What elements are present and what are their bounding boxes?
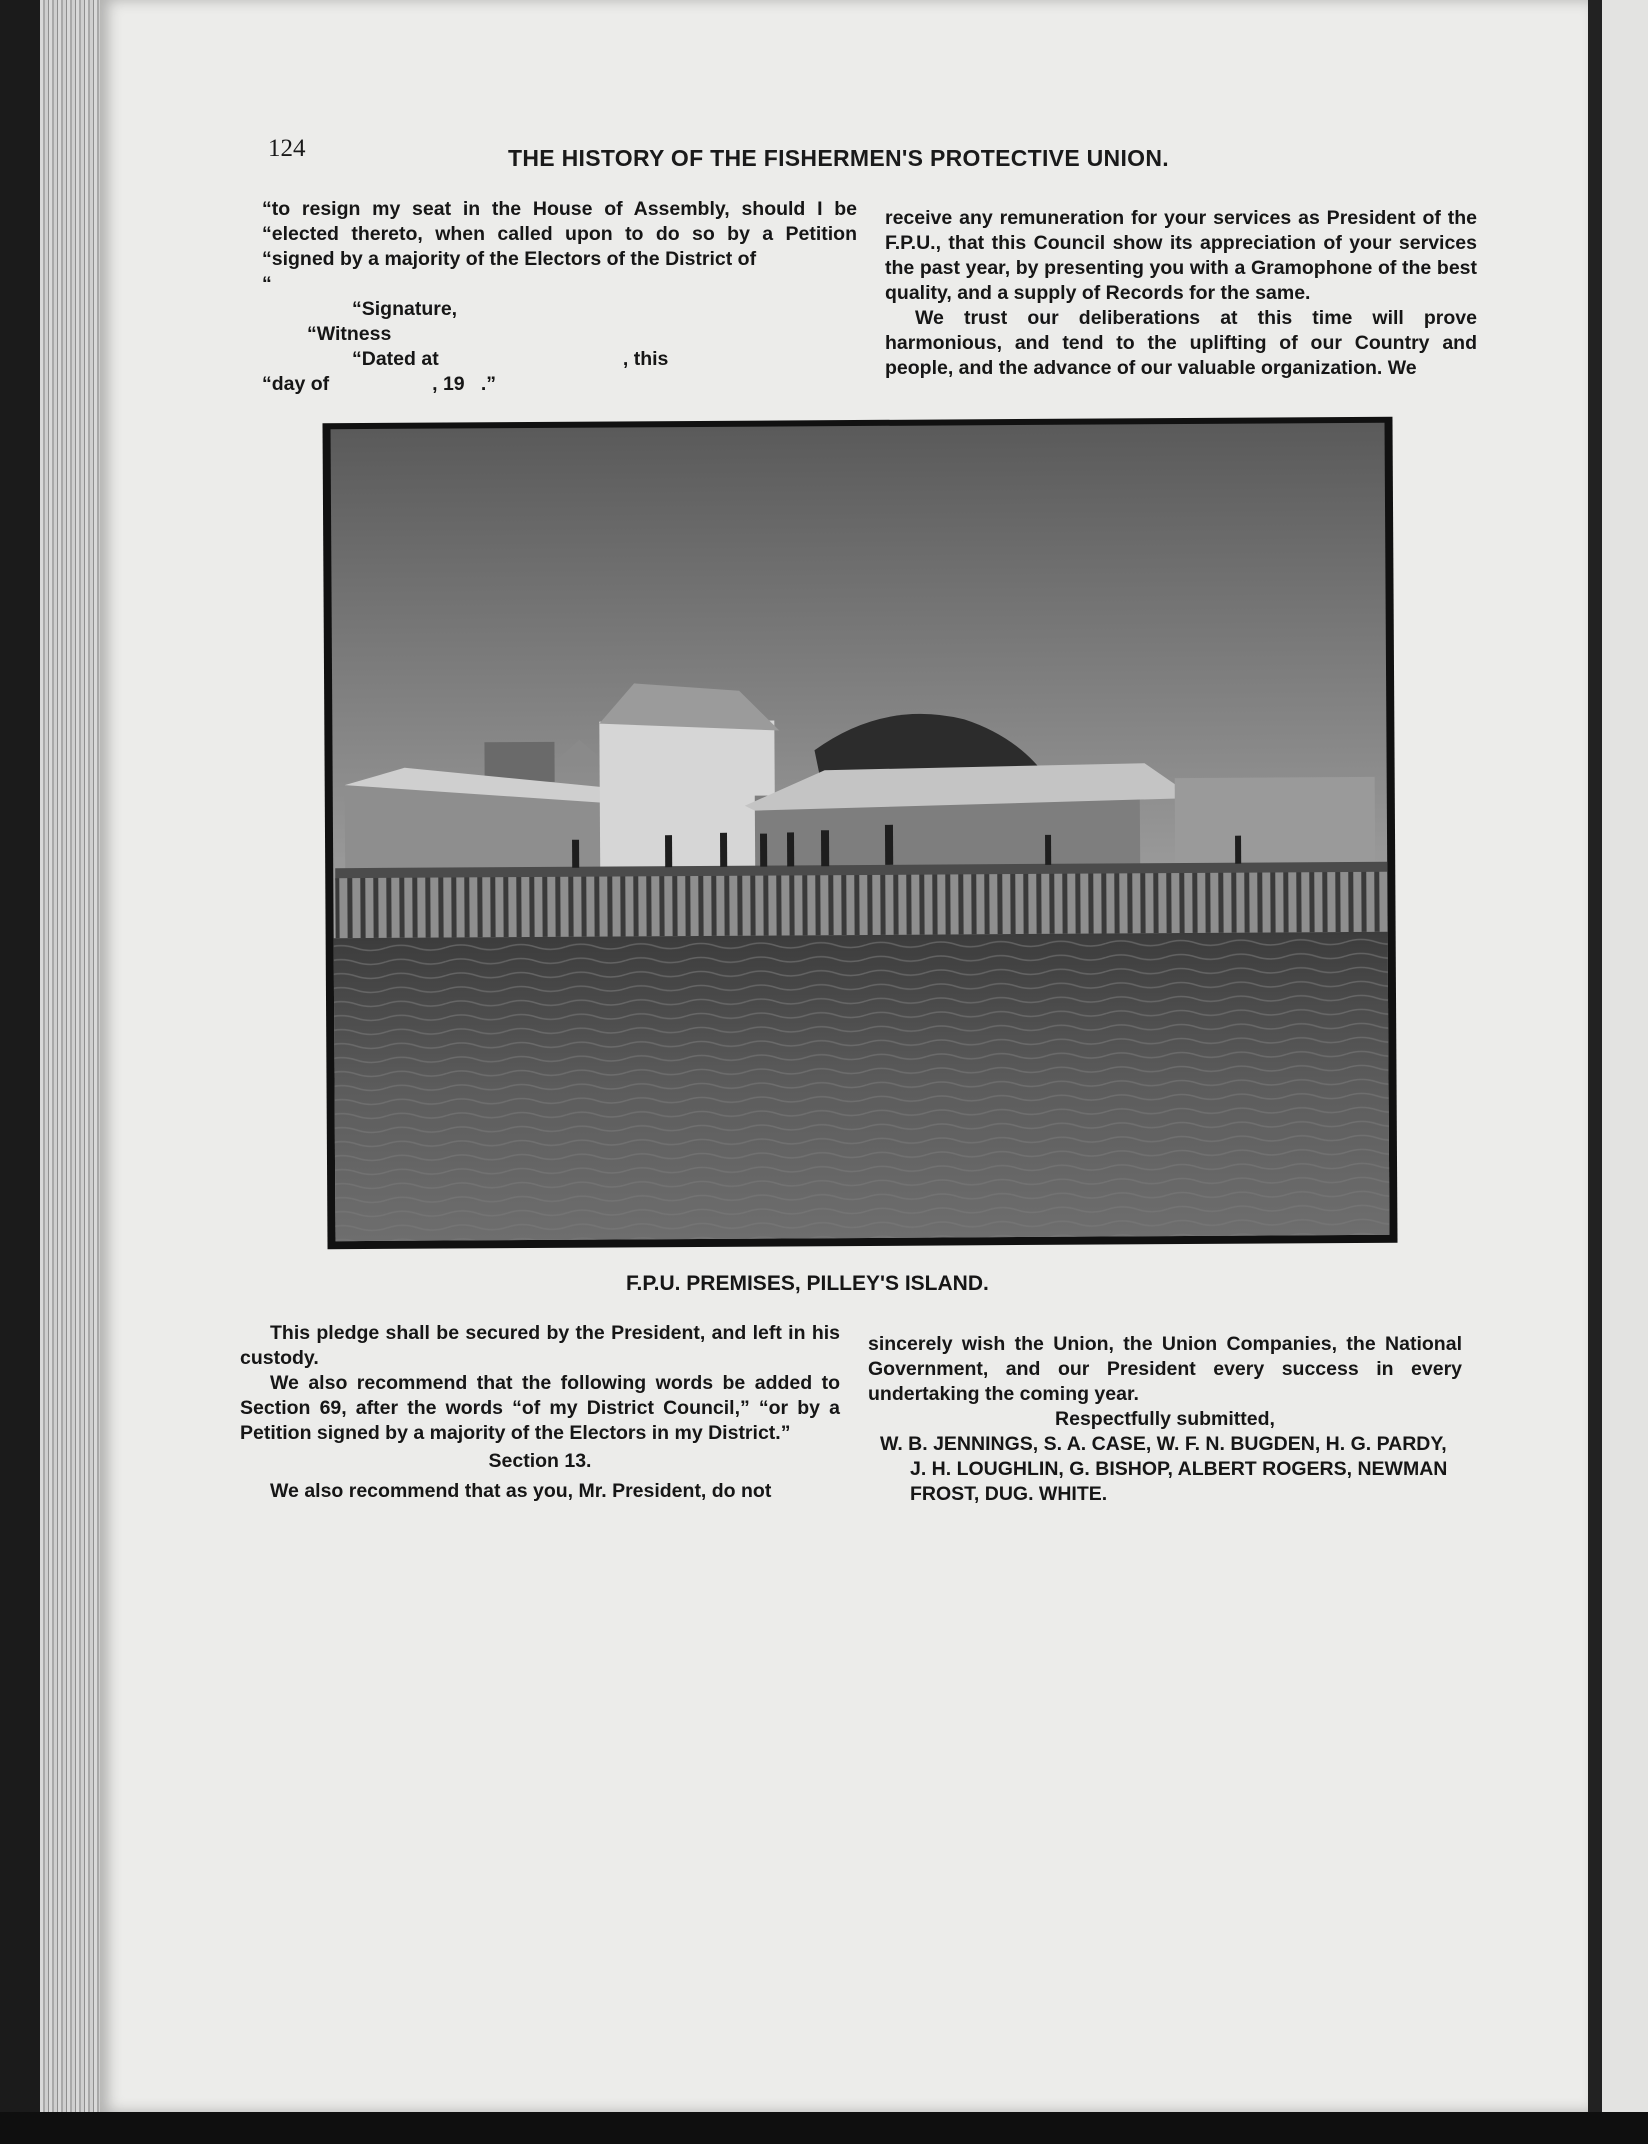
president-paragraph: We also recommend that as you, Mr. President, do not <box>270 1480 772 1502</box>
photo-water-ripples <box>334 932 1390 1241</box>
section-69-paragraph: We also recommend that the following words be added to Section 69, after the words “of my District Council,” “or by a Petition signed by a majority of the Electors in my District.” <box>240 1372 840 1444</box>
photo-far-building <box>484 742 554 782</box>
witness-line: “Witness <box>307 323 392 345</box>
signatories-block <box>868 1432 1462 1507</box>
remuneration-paragraph: receive any remuneration for your services as President of the F.P.U., that this Council show its appreciation of your services the past year, by presenting you with a Gramophone of the best quality, and a supply of Records for the same. <box>885 207 1477 304</box>
bottom-left-column <box>240 1321 840 1504</box>
wishes-paragraph: sincerely wish the Union, the Union Companies, the National Government, and our President every success in every undertaking the coming year. <box>868 1333 1462 1405</box>
section-heading: Section 13. <box>488 1450 592 1472</box>
photo-caption: F.P.U. PREMISES, PILLEY'S ISLAND. <box>626 1272 989 1295</box>
custody-paragraph: This pledge shall be secured by the President, and left in his custody. <box>240 1322 840 1369</box>
day-of-line: “day of , 19 .” <box>262 373 497 395</box>
signatories-names: W. B. JENNINGS, S. A. CASE, W. F. N. BUGDEN, H. G. PARDY, J. H. LOUGHLIN, G. BISHOP, ALBERT ROGERS, NEWMAN FROST, DUG. WHITE. <box>880 1433 1448 1505</box>
scan-border <box>0 2112 1648 2144</box>
photo-white-warehouse <box>599 721 775 872</box>
premises-photograph <box>322 417 1397 1250</box>
closing-line: Respectfully submitted, <box>1055 1408 1275 1430</box>
facing-page-edge <box>1588 0 1648 2144</box>
page-number: 124 <box>268 135 306 162</box>
bottom-right-column <box>868 1332 1462 1507</box>
pilleys-island-photo <box>322 417 1397 1250</box>
blank-quote-line: “ <box>262 273 272 295</box>
photo-right-building <box>1175 777 1376 868</box>
dated-line: “Dated at , this <box>352 348 669 370</box>
deliberations-paragraph: We trust our deliberations at this time will prove harmonious, and tend to the uplifting of our Country and people, and the advance of our valuable organization. We <box>885 307 1477 379</box>
book-page-edges <box>40 0 102 2144</box>
signature-line: “Signature, <box>352 298 458 320</box>
pledge-text: “to resign my seat in the House of Assembly, should I be “elected thereto, when called upon to do so by a Petition “signed by a majority of the Electors of the District of <box>262 198 857 270</box>
top-left-column <box>262 197 857 397</box>
top-right-column <box>885 206 1477 381</box>
running-title: THE HISTORY OF THE FISHERMEN'S PROTECTIVE UNION. <box>508 145 1169 171</box>
photo-wharf-pilings <box>335 872 1387 938</box>
